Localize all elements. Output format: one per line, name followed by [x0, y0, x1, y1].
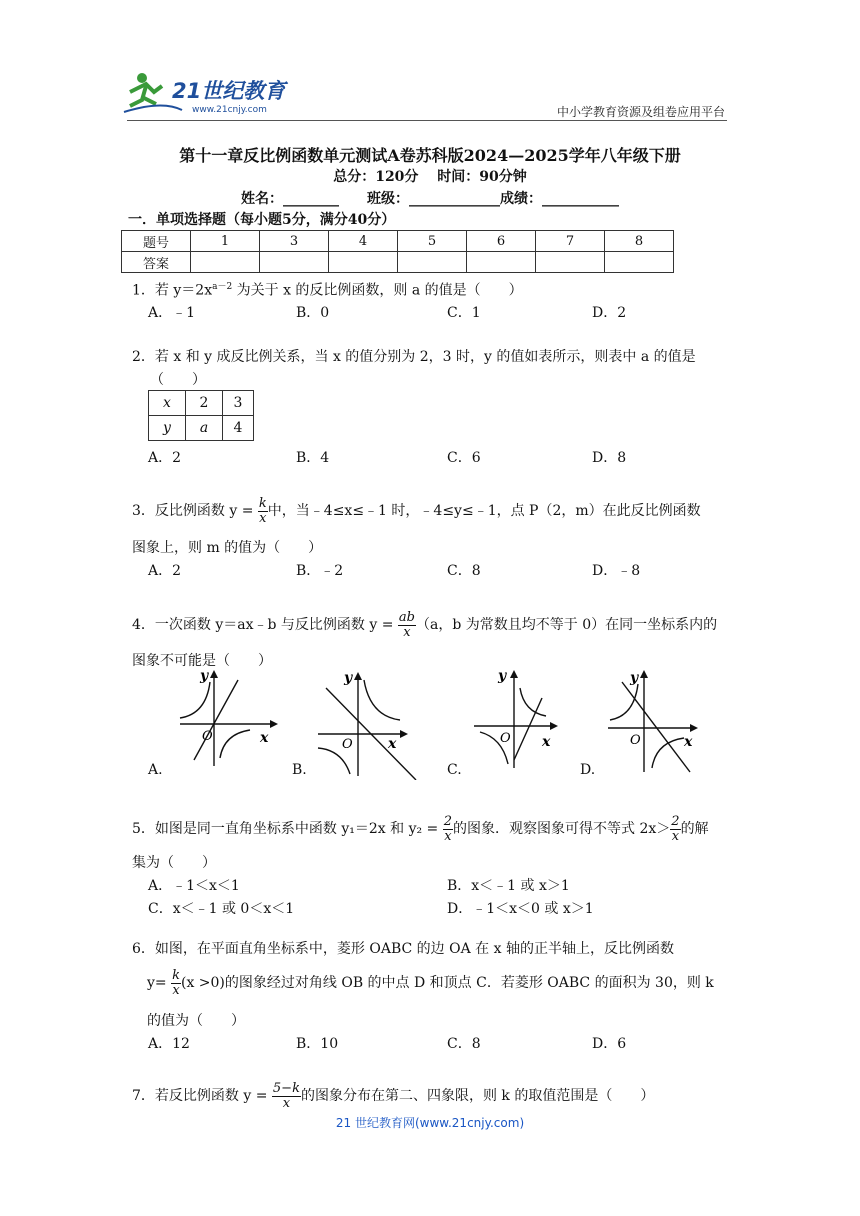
fraction: $\frac{5-k}{x}$ — [272, 1081, 300, 1111]
table-row — [149, 416, 254, 441]
question-1: 1．若 $y=2x^{a-2}$ 为关于 x 的反比例函数，则 a 的值是（ ） — [132, 282, 523, 299]
table-cell: 6 — [467, 231, 536, 252]
fraction: $\frac{k}{x}$ — [258, 496, 267, 526]
table-cell: x — [149, 391, 186, 416]
answer-cell[interactable] — [536, 252, 605, 273]
q5-option-b: B．x＜﹣1 或 x＞1 — [447, 878, 570, 894]
q1-option-c: C．1 — [447, 305, 481, 321]
graph-d — [604, 668, 704, 774]
q4-option-c: C. — [447, 762, 462, 778]
table-cell: y — [149, 416, 186, 441]
logo — [122, 70, 292, 116]
fraction: $\frac{k}{x}$ — [172, 968, 180, 998]
q4-option-d: D. — [580, 762, 596, 778]
answer-table — [121, 230, 674, 273]
answer-cell[interactable] — [605, 252, 674, 273]
header-divider — [127, 120, 727, 121]
table-cell: 3 — [223, 391, 254, 416]
q1-option-a: A．﹣1 — [148, 305, 196, 321]
table-cell: 题号 — [122, 231, 191, 252]
question-4: 4．一次函数 y＝ax﹣b 与反比例函数 y = $\frac{ab}{x}$ （a，b 为常数且均不等于 0）在同一坐标系内的 — [132, 610, 718, 640]
q3-option-a: A．2 — [148, 563, 182, 579]
svg-text:x: x — [388, 736, 397, 752]
question-6: 6．如图，在平面直角坐标系中，菱形 OABC 的边 OA 在 x 轴的正半轴上，反比例函数 — [132, 941, 674, 957]
table-cell: 8 — [605, 231, 674, 252]
graph-b — [312, 668, 422, 780]
fraction: $\frac{ab}{x}$ — [398, 610, 415, 640]
q6-option-d: D．6 — [592, 1036, 627, 1052]
question-5-line2: 集为（ ） — [132, 855, 216, 871]
svg-text:O: O — [202, 729, 213, 744]
logo-url: www.21cnjy.com — [192, 105, 267, 115]
platform-name: 中小学教育资源及组卷应用平台 — [556, 105, 725, 119]
q5-option-c: C．x＜﹣1 或 0＜x＜1 — [148, 901, 295, 917]
table-cell: 4 — [329, 231, 398, 252]
table-cell: 5 — [398, 231, 467, 252]
table-cell: 2 — [186, 391, 223, 416]
fraction: $\frac{2}{x}$ — [443, 814, 453, 844]
logo-text: 21世纪教育 — [172, 79, 286, 103]
q3-option-b: B．﹣2 — [296, 563, 344, 579]
exam-meta: 总分：120分 时间：90分钟 — [333, 169, 527, 185]
question-2-blank: （ ） — [150, 372, 206, 388]
question-5: 5．如图是同一直角坐标系中函数 y₁＝2x 和 y₂ = $\frac{2}{x}$ 的图象．观察图象可得不等式 2x＞ $\frac{2}{x}$ 的解 — [132, 814, 709, 844]
footer-link[interactable]: 21 世纪教育网(www.21cnjy.com) — [335, 1116, 525, 1130]
answer-cell[interactable] — [398, 252, 467, 273]
q3-option-c: C．8 — [447, 563, 481, 579]
svg-text:O: O — [500, 731, 511, 746]
table-cell: 3 — [260, 231, 329, 252]
table-row — [122, 252, 674, 273]
fraction: $\frac{2}{x}$ — [671, 814, 680, 844]
q5-option-d: D．﹣1＜x＜0 或 x＞1 — [447, 901, 594, 917]
q1-option-d: D．2 — [592, 305, 627, 321]
q1-option-b: B．0 — [296, 305, 330, 321]
answer-cell[interactable] — [329, 252, 398, 273]
table-cell: 答案 — [122, 252, 191, 273]
q6-option-c: C．8 — [447, 1036, 481, 1052]
q6-option-a: A．12 — [148, 1036, 190, 1052]
table-row — [149, 391, 254, 416]
q2-option-b: B．4 — [296, 450, 330, 466]
svg-text:y: y — [344, 670, 353, 686]
graph-c — [470, 668, 566, 768]
question-6-line2: y= $\frac{k}{x}$ (x >0)的图象经过对角线 OB 的中点 D 和顶点 C．若菱形 OABC 的面积为 30，则 k — [147, 968, 714, 998]
q2-option-a: A．2 — [148, 450, 182, 466]
svg-text:x: x — [684, 734, 693, 750]
answer-cell[interactable] — [260, 252, 329, 273]
svg-text:y: y — [630, 670, 639, 686]
svg-text:y: y — [200, 668, 209, 684]
q2-option-c: C．6 — [447, 450, 481, 466]
question-2: 2．若 x 和 y 成反比例关系，当 x 的值分别为 2，3 时，y 的值如表所示，则表中 a 的值是 — [132, 349, 696, 365]
q4-option-a: A. — [148, 762, 163, 778]
q2-option-d: D．8 — [592, 450, 627, 466]
table-row — [122, 231, 674, 252]
xy-table — [148, 390, 254, 441]
question-3: 3．反比例函数 y = $\frac{k}{x}$ 中，当﹣4≤x≤﹣1 时，﹣4≤y≤﹣1，点 P（2，m）在此反比例函数 — [132, 496, 701, 526]
q3-option-d: D．﹣8 — [592, 563, 641, 579]
table-cell: 4 — [223, 416, 254, 441]
question-6-line3: 的值为（ ） — [147, 1013, 245, 1029]
svg-text:x: x — [542, 734, 551, 750]
q5-option-a: A．﹣1＜x＜1 — [148, 878, 240, 894]
question-3-line2: 图象上，则 m 的值为（ ） — [132, 540, 323, 556]
question-7: 7．若反比例函数 y = $\frac{5-k}{x}$ 的图象分布在第二、四象限，则 k 的取值范围是（ ） — [132, 1081, 655, 1111]
graph-a — [170, 668, 280, 768]
svg-text:x: x — [260, 730, 269, 746]
page-title: 第十一章反比例函数单元测试A卷苏科版2024—2025学年八年级下册 — [179, 146, 681, 165]
table-cell: 1 — [191, 231, 260, 252]
svg-text:O: O — [630, 733, 641, 748]
q6-option-b: B．10 — [296, 1036, 339, 1052]
svg-text:y: y — [498, 668, 507, 684]
answer-cell[interactable] — [467, 252, 536, 273]
section-heading: 一．单项选择题（每小题5分，满分40分） — [128, 212, 396, 228]
svg-text:O: O — [342, 737, 353, 752]
question-4-line2: 图象不可能是（ ） — [132, 653, 272, 669]
q4-option-b: B. — [292, 762, 307, 778]
table-cell: 7 — [536, 231, 605, 252]
student-info: 姓名：________ 班级：_____________成绩：___________ — [241, 191, 619, 207]
answer-cell[interactable] — [191, 252, 260, 273]
table-cell: a — [186, 416, 223, 441]
